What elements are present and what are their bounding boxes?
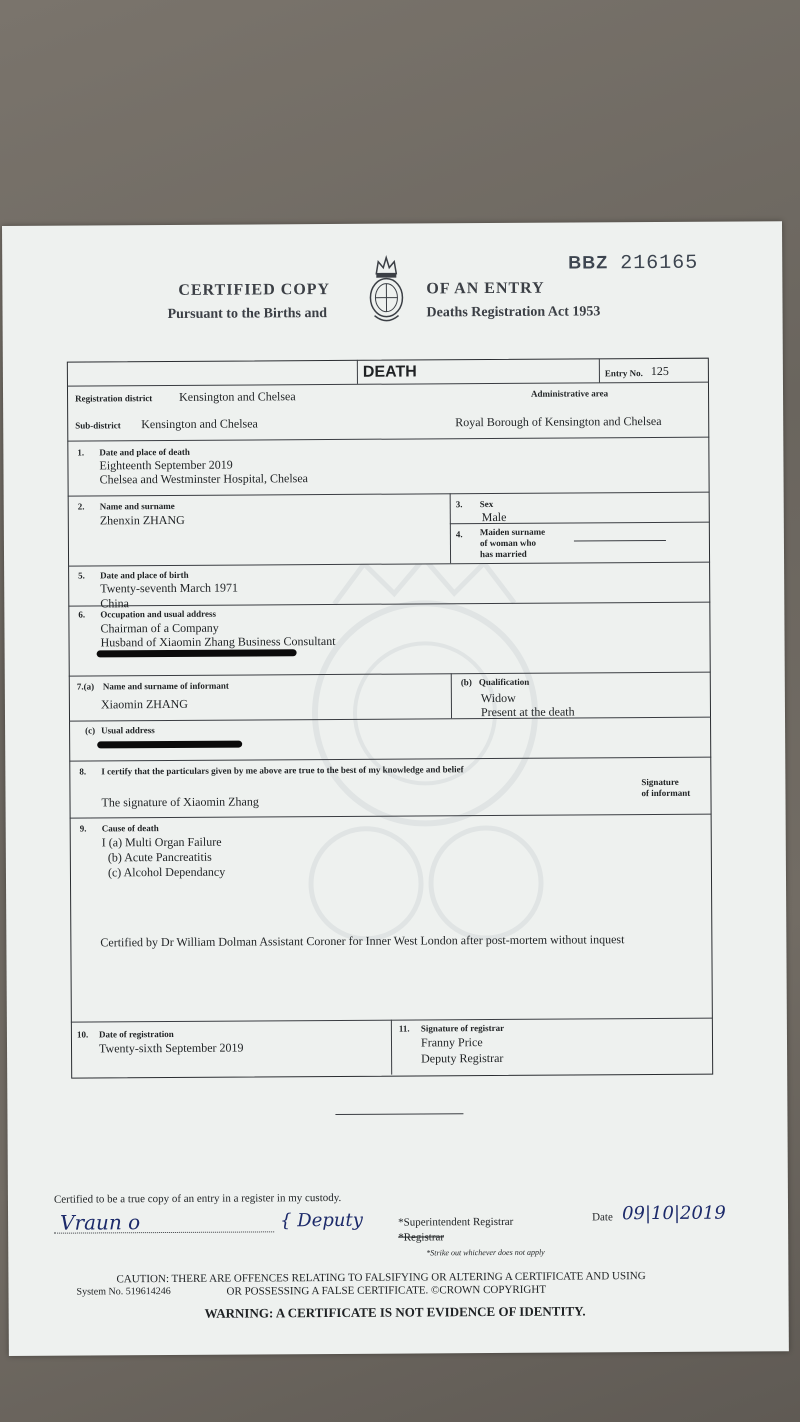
serial-number: BBZ 216165	[568, 251, 699, 276]
occupation-label: Occupation and usual address	[100, 608, 217, 620]
superintendent-option: *Superintendent Registrar	[398, 1215, 514, 1229]
handwritten-date: 09|10|2019	[621, 1202, 726, 1225]
field-num: 8.	[79, 766, 87, 777]
admin-area-label: Administrative area	[531, 388, 609, 399]
field-num: 10.	[76, 1029, 89, 1040]
sex-value: Male	[481, 509, 507, 525]
death-certificate	[2, 221, 789, 1356]
cause-label: Cause of death	[101, 823, 159, 834]
field-num: 3.	[455, 499, 463, 510]
signature-label-l2: of informant	[641, 787, 691, 799]
handwritten-deputy: { Deputy	[280, 1209, 363, 1232]
field-num: 4.	[455, 529, 463, 540]
qualification-label: Qualification	[478, 676, 530, 688]
death-date: Eighteenth September 2019	[99, 457, 233, 473]
death-place: Chelsea and Westminster Hospital, Chelsea	[99, 471, 309, 487]
cause-b: (b) Acute Pancreatitis	[107, 849, 212, 865]
header-right-line1: OF AN ENTRY	[426, 279, 545, 298]
identity-warning: WARNING: A CERTIFICATE IS NOT EVIDENCE OF IDENTITY.	[204, 1303, 586, 1321]
form-title: DEATH	[362, 363, 417, 381]
certify-statement: I certify that the particulars given by me above are true to the best of my knowledge and belief	[101, 764, 464, 777]
header-left-line1: CERTIFIED COPY	[178, 280, 331, 299]
redaction-bar	[97, 741, 242, 749]
registration-date-label: Date of registration	[98, 1028, 174, 1040]
birth-date: Twenty-seventh March 1971	[100, 580, 239, 596]
caution-line1: CAUTION: THERE ARE OFFENCES RELATING TO FALSIFYING OR ALTERING A CERTIFICATE AND USING	[116, 1270, 646, 1286]
occupation: Chairman of a Company	[100, 620, 219, 636]
field-num: 1.	[77, 447, 85, 458]
registrar-name: Franny Price	[420, 1035, 483, 1050]
header-right-line2: Deaths Registration Act 1953	[426, 304, 601, 321]
informant-label: Name and surname of informant	[102, 680, 229, 692]
strike-note: *Strike out whichever does not apply	[426, 1247, 545, 1258]
date-label: Date	[592, 1211, 613, 1224]
caution-line2: OR POSSESSING A FALSE CERTIFICATE. ©CROWN COPYRIGHT	[226, 1283, 547, 1298]
informant-signature: The signature of Xiaomin Zhang	[101, 794, 259, 810]
reg-district: Kensington and Chelsea	[179, 389, 296, 404]
registrar-option: *Registrar	[398, 1231, 445, 1244]
qualification-line1: Widow	[480, 690, 516, 706]
cause-a: I (a) Multi Organ Failure	[101, 834, 222, 850]
field-num: 5.	[78, 570, 85, 581]
handwritten-signature: Vraun o	[60, 1210, 141, 1235]
registrar-signature-label: Signature of registrar	[420, 1022, 505, 1034]
field-num: 7.(a)	[76, 681, 95, 692]
birth-label: Date and place of birth	[100, 569, 189, 581]
entry-no-label: Entry No.	[604, 368, 643, 379]
deceased-name: Zhenxin ZHANG	[99, 512, 185, 528]
birth-place: China	[100, 596, 130, 611]
field-num: 11.	[398, 1023, 410, 1034]
field-num: (c)	[85, 725, 96, 736]
reg-district-label: Registration district	[75, 393, 153, 404]
usual-address-label: Usual address	[101, 725, 155, 736]
system-number: System No. 519614246	[76, 1285, 171, 1298]
certified-by: Certified by Dr William Dolman Assistant Coroner for Inner West London after post-mortem without inquest	[100, 932, 625, 950]
header-left-line2: Pursuant to the Births and	[167, 306, 328, 322]
maiden-label-l2: of woman who	[479, 537, 536, 549]
sex-label: Sex	[479, 499, 494, 510]
registrar-title: Deputy Registrar	[421, 1050, 504, 1066]
admin-area: Royal Borough of Kensington and Chelsea	[455, 413, 662, 430]
qualification-line2: Present at the death	[480, 704, 575, 720]
field-num: (b)	[460, 677, 472, 688]
occupation-detail: Husband of Xiaomin Zhang Business Consultant	[100, 633, 336, 650]
field-num: 6.	[78, 609, 86, 620]
subdistrict: Kensington and Chelsea	[141, 416, 258, 432]
informant-name: Xiaomin ZHANG	[100, 696, 188, 712]
death-date-label: Date and place of death	[99, 446, 190, 458]
royal-crest-icon	[366, 254, 406, 330]
name-label: Name and surname	[99, 500, 175, 512]
cause-c: (c) Alcohol Dependancy	[107, 864, 226, 880]
certified-copy-text: Certified to be a true copy of an entry in a register in my custody.	[53, 1191, 342, 1206]
registration-date: Twenty-sixth September 2019	[98, 1040, 244, 1056]
subdistrict-label: Sub-district	[75, 420, 121, 431]
redaction-bar	[97, 649, 297, 657]
maiden-label-l3: has married	[479, 548, 527, 560]
signature-label-l1: Signature	[641, 776, 679, 788]
maiden-label-l1: Maiden surname	[479, 526, 546, 538]
entry-no: 125	[650, 363, 669, 379]
field-num: 9.	[79, 823, 87, 834]
field-num: 2.	[77, 501, 85, 512]
